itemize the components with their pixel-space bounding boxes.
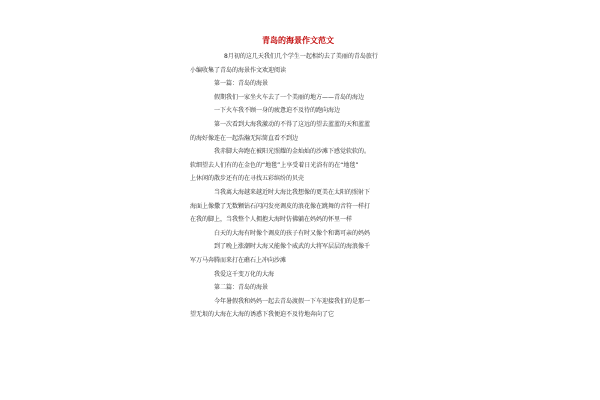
section-heading: 第一篇：青岛的海景: [214, 80, 269, 88]
paragraph-line: 海面上像撒了无数颗钻石闪闪发亮调皮的浪花像在跳舞的音符一样打: [190, 202, 371, 210]
paragraph-line: 今年暑假我和妈妈一起去青岛渡假一下车迎接我们的是那一: [214, 297, 371, 305]
section-heading: 第二篇：青岛的海景: [214, 284, 269, 292]
paragraph-line: 第一次看到大海我激动的不得了这远的望去蓝蓝的天和蓝蓝: [214, 120, 371, 128]
paragraph-line: 在我的脚上，当我整个人拥抱大海时仿佛躺在妈妈的怀里一样: [190, 216, 353, 224]
paragraph-line: 软细望去人们有的在金色的“地毯”上享受着日光浴有的在“地毯”: [190, 161, 359, 169]
paragraph-line: 小编收集了青岛的海景作文欢迎阅读: [190, 66, 287, 74]
paragraph-line: 上休闲的散步还有的在寻找五彩缤纷的贝壳: [190, 175, 305, 183]
paragraph-line: 假期我们一家坐火车去了一个美丽的地方——青岛的海边: [214, 93, 365, 101]
paragraph-line: 我爱这千变万化的大海: [214, 270, 275, 278]
paragraph-line: 军万马奔腾而来打在礁石上冲向沙滩: [190, 256, 287, 264]
document-body: [190, 32, 406, 322]
paragraph-line: 当我离大海越来越近时大海比我想像的更美在太阳的照射下: [214, 188, 371, 196]
paragraph-line: 我赤脚大奔跑在被阳光照耀的金灿灿的沙滩下感觉软软的。: [214, 148, 371, 156]
paragraph-line: 的海好像连在一起浩瀚无际简直看不到边: [190, 134, 299, 142]
document-title: 青岛的海景作文范文: [262, 35, 334, 45]
paragraph-line: 8月初的这几天我们几个学生一起相约去了美丽的青岛旅行: [224, 53, 378, 60]
paragraph-line: 一下火车我不顾一身的疲惫迫不及待的跑向海边: [214, 107, 341, 115]
paragraph-line: 到了晚上涨潮时大海又能像个威武的大将军层层的海浪像千: [214, 243, 371, 251]
paragraph-line: 望无垠的大海在大海的诱惑下我便迫不及待地奔向了它: [190, 311, 335, 319]
paragraph-line: 白天的大海有时像个调皮的孩子有时又像个和蔼可亲的妈妈: [214, 229, 371, 237]
